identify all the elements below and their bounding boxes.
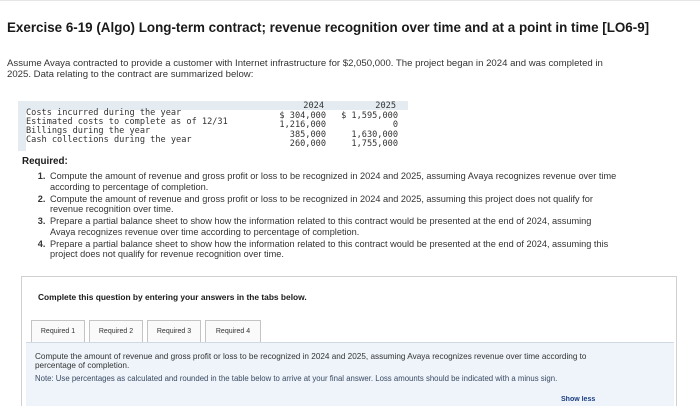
value-costs-incurred-2024: $ 304,000	[279, 111, 326, 121]
tab-required-4[interactable]: Required 4	[205, 320, 261, 343]
year-header-2025: 2025	[375, 101, 396, 111]
requirement-item-1: 1. Compute the amount of revenue and gross profit or loss to be recognized in 2024 and 2025, assuming Avaya recognizes revenue over time according to percentage of completion.	[48, 171, 618, 192]
tab-required-2[interactable]: Required 2	[89, 320, 143, 343]
instruction-text: Complete this question by entering your answers in the tabs below.	[38, 292, 307, 302]
intro-paragraph: Assume Avaya contracted to provide a customer with Internet infrastructure for $2,050,000. The project began in 2024 and was completed in 2025. Data relating to the contract are summarized below:	[7, 58, 603, 80]
value-billings-2025: 1,630,000	[351, 130, 398, 140]
tab-content-note: Note: Use percentages as calculated and rounded in the table below to arrive at your final answer. Loss amounts should be indicated with a minus sign.	[35, 374, 558, 383]
top-divider	[0, 0, 700, 1]
tab-content-text: Compute the amount of revenue and gross profit or loss to be recognized in 2024 and 2025, assuming Avaya recognizes revenue over time according to percentage of completion.	[35, 352, 587, 371]
value-estimated-costs-2025: 0	[392, 120, 398, 130]
requirement-item-4: 4. Prepare a partial balance sheet to show how the information related to this contract would be presented at the end of 2024, assuming this project does not qualify for revenue recognition over time.	[48, 239, 618, 260]
requirement-item-3: 3. Prepare a partial balance sheet to show how the information related to this contract would be presented at the end of 2024, assuming Avaya recognizes revenue over time according to percentage of completion.	[48, 216, 618, 237]
value-cash-collections-2025: 1,755,000	[351, 139, 398, 149]
contract-data-table	[18, 101, 408, 151]
required-heading: Required:	[22, 156, 68, 167]
requirements-list	[30, 171, 618, 261]
show-less-link[interactable]: Show less	[561, 396, 596, 403]
row-label-costs-incurred: Costs incurred during the year	[26, 108, 182, 118]
tab-required-3[interactable]: Required 3	[147, 320, 201, 343]
row-label-billings: Billings during the year	[26, 126, 151, 136]
row-label-cash-collections: Cash collections during the year	[26, 135, 192, 145]
value-cash-collections-2024: 260,000	[289, 139, 326, 149]
value-billings-2024: 385,000	[289, 130, 326, 140]
year-header-2024: 2024	[303, 101, 324, 111]
tab-required-1[interactable]: Required 1	[31, 320, 85, 343]
exercise-title: Exercise 6-19 (Algo) Long-term contract; revenue recognition over time and at a point in time [LO6-9]	[7, 20, 650, 35]
tab-content-panel	[26, 342, 674, 406]
row-label-estimated-costs: Estimated costs to complete as of 12/31	[26, 117, 228, 127]
requirement-item-2: 2. Compute the amount of revenue and gross profit or loss to be recognized in 2024 and 2025, assuming this project does not qualify for revenue recognition over time.	[48, 194, 618, 215]
value-costs-incurred-2025: $ 1,595,000	[341, 111, 398, 121]
value-estimated-costs-2024: 1,216,000	[279, 120, 326, 130]
